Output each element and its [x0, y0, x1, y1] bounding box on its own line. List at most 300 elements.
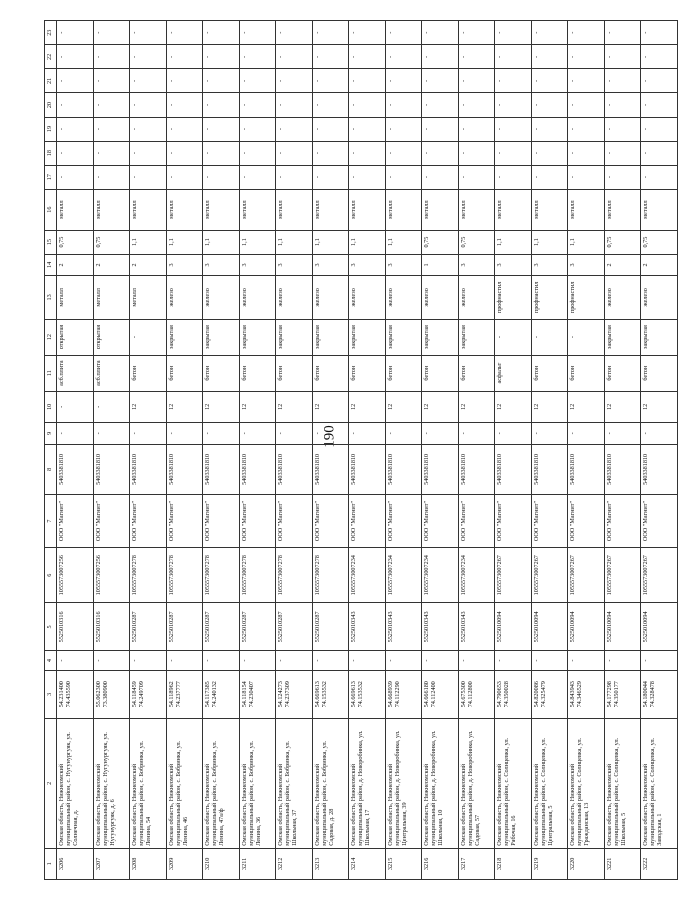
cell-c10: 12: [166, 391, 203, 422]
cell-c11: асб.плита: [57, 355, 94, 391]
cell-c20: -: [641, 93, 678, 117]
cell-c21: -: [641, 69, 678, 93]
cell-c17: -: [166, 165, 203, 189]
cell-c22: -: [641, 45, 678, 69]
cell-n: 3221: [604, 848, 641, 879]
cell-c19: -: [641, 117, 678, 141]
cell-c15: 0,75: [458, 230, 495, 254]
cell-ogrn: 1055573007267: [641, 548, 678, 603]
header-cell: 18: [45, 141, 57, 165]
cell-ogrn: 1055573007267: [531, 548, 568, 603]
table-row: [422, 21, 459, 880]
cell-inn: 5403381810: [531, 444, 568, 495]
cell-c15: 1,1: [203, 230, 240, 254]
cell-c9: -: [93, 422, 130, 444]
cell-c15: 1,1: [239, 230, 276, 254]
cell-c22: -: [57, 45, 94, 69]
cell-c9: -: [312, 422, 349, 444]
cell-c10: 12: [422, 391, 459, 422]
cell-c19: -: [604, 117, 641, 141]
cell-inn: 5403381810: [458, 444, 495, 495]
cell-c19: -: [349, 117, 386, 141]
cell-ogrn: 1055573007234: [422, 548, 459, 603]
cell-c17: -: [422, 165, 459, 189]
table-row: [312, 21, 349, 880]
header-cell: 13: [45, 276, 57, 319]
cell-c11: бетон: [349, 355, 386, 391]
cell-c20: -: [57, 93, 94, 117]
header-cell: 15: [45, 230, 57, 254]
cell-c15: 1,1: [568, 230, 605, 254]
cell-id: 5525010287: [203, 603, 240, 651]
header-cell: 8: [45, 444, 57, 495]
cell-ogrn: 1055573007267: [568, 548, 605, 603]
cell-inn: 5403381810: [604, 444, 641, 495]
header-cell: 4: [45, 651, 57, 670]
cell-inn: 5403381810: [203, 444, 240, 495]
cell-c18: -: [422, 141, 459, 165]
table-row: [604, 21, 641, 880]
cell-c17: -: [203, 165, 240, 189]
table-row: [568, 21, 605, 880]
cell-c13: металл: [130, 276, 167, 319]
cell-c21: -: [57, 69, 94, 93]
cell-c23: -: [385, 21, 422, 45]
cell-c22: -: [604, 45, 641, 69]
cell-c4: -: [495, 651, 532, 670]
cell-c14: 3: [458, 254, 495, 276]
cell-c4: -: [641, 651, 678, 670]
cell-c14: 3: [276, 254, 313, 276]
cell-c12: закрытая: [349, 319, 386, 355]
cell-c20: -: [385, 93, 422, 117]
cell-id: 5525010343: [385, 603, 422, 651]
cell-c22: -: [130, 45, 167, 69]
cell-coord: 54.118962 74.237777: [166, 670, 203, 718]
cell-c12: -: [130, 319, 167, 355]
cell-n: 3215: [385, 848, 422, 879]
cell-c17: -: [349, 165, 386, 189]
cell-c21: -: [130, 69, 167, 93]
cell-addr: Омская область, Нижнеомский муниципальный район, д. Новоробинка, ул. Центральная, 39: [385, 718, 422, 848]
cell-c13: профнастил: [495, 276, 532, 319]
cell-addr: Омская область, Нижнеомский муниципальный район, с. Солнцевка, ул. Гражданская, 13: [568, 718, 605, 848]
header-cell: 21: [45, 69, 57, 93]
cell-c9: -: [166, 422, 203, 444]
cell-c16: металл: [166, 189, 203, 230]
cell-c22: -: [422, 45, 459, 69]
cell-id: 5525010343: [349, 603, 386, 651]
cell-c13: железо: [349, 276, 386, 319]
cell-c22: -: [166, 45, 203, 69]
cell-c20: -: [604, 93, 641, 117]
cell-n: 3216: [422, 848, 459, 879]
cell-inn: 5403381810: [57, 444, 94, 495]
cell-c4: -: [239, 651, 276, 670]
cell-c18: -: [239, 141, 276, 165]
cell-c10: 12: [239, 391, 276, 422]
cell-c19: -: [495, 117, 532, 141]
header-cell: 22: [45, 45, 57, 69]
cell-c13: железо: [422, 276, 459, 319]
cell-c15: 1,1: [349, 230, 386, 254]
cell-c12: закрытая: [604, 319, 641, 355]
cell-id: 5525010287: [130, 603, 167, 651]
cell-c23: -: [57, 21, 94, 45]
cell-c22: -: [276, 45, 313, 69]
cell-inn: 5403381810: [385, 444, 422, 495]
cell-c19: -: [312, 117, 349, 141]
cell-addr: Омская область, Нижнеомский муниципальный район, д. Новоробинка, ул. Школьная, 10: [422, 718, 459, 848]
cell-c21: -: [312, 69, 349, 93]
cell-c12: закрытая: [422, 319, 459, 355]
cell-c12: закрытая: [203, 319, 240, 355]
cell-org: ООО "Магнит": [568, 495, 605, 548]
cell-inn: 5403381810: [495, 444, 532, 495]
cell-c17: -: [495, 165, 532, 189]
cell-c14: 2: [130, 254, 167, 276]
cell-c23: -: [568, 21, 605, 45]
cell-c11: бетон: [385, 355, 422, 391]
cell-c19: -: [166, 117, 203, 141]
cell-ogrn: 1055573007267: [495, 548, 532, 603]
cell-c12: закрытая: [641, 319, 678, 355]
cell-c19: -: [276, 117, 313, 141]
rotated-table-container: [44, 20, 663, 880]
cell-c13: железо: [166, 276, 203, 319]
cell-c10: 12: [568, 391, 605, 422]
cell-c17: -: [641, 165, 678, 189]
cell-c10: 12: [641, 391, 678, 422]
cell-c16: металл: [203, 189, 240, 230]
cell-inn: 5403381810: [239, 444, 276, 495]
cell-c17: -: [93, 165, 130, 189]
cell-c4: -: [568, 651, 605, 670]
cell-coord: 54.118459 74.249709: [130, 670, 167, 718]
header-cell: 16: [45, 189, 57, 230]
cell-c17: -: [531, 165, 568, 189]
cell-org: ООО "Магнит": [312, 495, 349, 548]
cell-c4: -: [531, 651, 568, 670]
cell-org: ООО "Магнит": [276, 495, 313, 548]
cell-c23: -: [531, 21, 568, 45]
table-body: [57, 21, 678, 880]
cell-c23: -: [239, 21, 276, 45]
cell-inn: 5403381810: [166, 444, 203, 495]
cell-addr: Омская область, Нижнеомский муниципальный район, с. Бобринка, ул. Ленина, 54: [130, 718, 167, 848]
cell-c14: 2: [93, 254, 130, 276]
cell-addr: Омская область, Нижнеомский муниципальный район, д. Новоробинка, ул. Садовая, 57: [458, 718, 495, 848]
cell-c18: -: [130, 141, 167, 165]
cell-c21: -: [531, 69, 568, 93]
cell-c9: -: [604, 422, 641, 444]
cell-c15: 0,75: [604, 230, 641, 254]
cell-c22: -: [203, 45, 240, 69]
table-row: [495, 21, 532, 880]
cell-c14: 3: [495, 254, 532, 276]
cell-c16: металл: [458, 189, 495, 230]
cell-c16: металл: [385, 189, 422, 230]
cell-c19: -: [568, 117, 605, 141]
cell-id: 5525010287: [166, 603, 203, 651]
cell-c9: -: [349, 422, 386, 444]
cell-c10: 12: [531, 391, 568, 422]
cell-c15: 1,1: [130, 230, 167, 254]
cell-c22: -: [568, 45, 605, 69]
cell-addr: Омская область, Нижнеомский муниципальный район, с. Бобринка, ул. Школьная, 37: [276, 718, 313, 848]
cell-c16: металл: [604, 189, 641, 230]
header-cell: 20: [45, 93, 57, 117]
cell-n: 3218: [495, 848, 532, 879]
cell-n: 3214: [349, 848, 386, 879]
header-cell: 11: [45, 355, 57, 391]
cell-c20: -: [495, 93, 532, 117]
cell-c22: -: [93, 45, 130, 69]
cell-c16: металл: [276, 189, 313, 230]
cell-c23: -: [641, 21, 678, 45]
cell-inn: 5403381810: [130, 444, 167, 495]
cell-c4: -: [349, 651, 386, 670]
header-cell: 10: [45, 391, 57, 422]
cell-c16: металл: [641, 189, 678, 230]
header-cell: 9: [45, 422, 57, 444]
cell-n: 3207: [93, 848, 130, 879]
cell-n: 3206: [57, 848, 94, 879]
cell-c10: 12: [130, 391, 167, 422]
cell-c19: -: [458, 117, 495, 141]
cell-n: 3219: [531, 848, 568, 879]
cell-c15: 1,1: [531, 230, 568, 254]
header-cell: 1: [45, 848, 57, 879]
cell-c14: 1: [422, 254, 459, 276]
cell-c4: -: [458, 651, 495, 670]
cell-c20: -: [312, 93, 349, 117]
cell-org: ООО "Магнит": [422, 495, 459, 548]
cell-ogrn: 1055573007278: [312, 548, 349, 603]
cell-addr: Омская область, Нижнеомский муниципальный район, с. Бобринка, ул. Ленина, 36: [239, 718, 276, 848]
cell-coord: 54.669613 74.153532: [312, 670, 349, 718]
cell-c12: закрытая: [385, 319, 422, 355]
cell-coord: 54.666180 74.112400: [422, 670, 459, 718]
table-row: [458, 21, 495, 880]
cell-c18: -: [93, 141, 130, 165]
cell-c9: -: [458, 422, 495, 444]
cell-c11: бетон: [203, 355, 240, 391]
cell-c15: 1,1: [495, 230, 532, 254]
cell-coord: 54.790653 74.350028: [495, 670, 532, 718]
cell-c13: профнастил: [531, 276, 568, 319]
table-row: [349, 21, 386, 880]
header-cell: 2: [45, 718, 57, 848]
cell-ogrn: 1055573007256: [57, 548, 94, 603]
cell-c14: 3: [203, 254, 240, 276]
cell-org: ООО "Магнит": [166, 495, 203, 548]
cell-c21: -: [166, 69, 203, 93]
cell-c4: -: [385, 651, 422, 670]
cell-c11: бетон: [276, 355, 313, 391]
cell-n: 3213: [312, 848, 349, 879]
cell-c18: -: [568, 141, 605, 165]
cell-ogrn: 1055573007256: [93, 548, 130, 603]
cell-c19: -: [239, 117, 276, 141]
cell-c15: 0,75: [57, 230, 94, 254]
cell-addr: Омская область, Нижнеомский муниципальный район, с. Солнцевка, ул. Школьная, 5: [604, 718, 641, 848]
cell-c12: -: [531, 319, 568, 355]
cell-org: ООО "Магнит": [130, 495, 167, 548]
cell-c22: -: [385, 45, 422, 69]
cell-c16: металл: [495, 189, 532, 230]
cell-org: ООО "Магнит": [458, 495, 495, 548]
cell-coord: 54.843943 74.346529: [568, 670, 605, 718]
cell-c11: бетон: [531, 355, 568, 391]
cell-c4: -: [604, 651, 641, 670]
cell-c21: -: [203, 69, 240, 93]
cell-addr: Омская область, Нижнеомский муниципальный район, с. Нугунургуяк, ул. Нугунургуяк, д. 6: [93, 718, 130, 848]
cell-id: 5525010094: [604, 603, 641, 651]
cell-c12: закрытая: [166, 319, 203, 355]
cell-c19: -: [203, 117, 240, 141]
cell-id: 5525010094: [641, 603, 678, 651]
cell-n: 3212: [276, 848, 313, 879]
cell-inn: 5403381810: [641, 444, 678, 495]
cell-c18: -: [57, 141, 94, 165]
cell-c9: -: [531, 422, 568, 444]
cell-c16: металл: [568, 189, 605, 230]
cell-c15: 1,1: [166, 230, 203, 254]
cell-c23: -: [422, 21, 459, 45]
cell-c21: -: [604, 69, 641, 93]
cell-c17: -: [239, 165, 276, 189]
cell-c14: 3: [312, 254, 349, 276]
cell-c9: -: [495, 422, 532, 444]
cell-c14: 3: [385, 254, 422, 276]
cell-c17: -: [458, 165, 495, 189]
cell-c18: -: [385, 141, 422, 165]
cell-inn: 5403381810: [276, 444, 313, 495]
table-row: [166, 21, 203, 880]
cell-c18: -: [349, 141, 386, 165]
cell-id: 5525010287: [239, 603, 276, 651]
table-row: [93, 21, 130, 880]
cell-addr: Омская область, Нижнеомский муниципальный район, с. Бобринка, ул. Ленина, 47a/ф: [203, 718, 240, 848]
cell-c9: -: [422, 422, 459, 444]
header-cell: 6: [45, 548, 57, 603]
cell-c12: открытая: [93, 319, 130, 355]
cell-c10: 12: [604, 391, 641, 422]
cell-c18: -: [495, 141, 532, 165]
cell-c14: 2: [57, 254, 94, 276]
cell-n: 3222: [641, 848, 678, 879]
cell-c20: -: [422, 93, 459, 117]
cell-ogrn: 1055573007278: [276, 548, 313, 603]
cell-c11: бетон: [239, 355, 276, 391]
cell-inn: 5403381810: [349, 444, 386, 495]
cell-c10: 12: [203, 391, 240, 422]
cell-c12: закрытая: [276, 319, 313, 355]
cell-c21: -: [458, 69, 495, 93]
cell-c11: бетон: [458, 355, 495, 391]
cell-coord: 54.231400 74.435590: [57, 670, 94, 718]
cell-c23: -: [349, 21, 386, 45]
cell-c23: -: [166, 21, 203, 45]
cell-c13: железо: [385, 276, 422, 319]
cell-c10: 12: [385, 391, 422, 422]
cell-c17: -: [312, 165, 349, 189]
cell-c23: -: [130, 21, 167, 45]
cell-c13: железо: [312, 276, 349, 319]
cell-c4: -: [166, 651, 203, 670]
cell-c16: металл: [239, 189, 276, 230]
cell-c21: -: [276, 69, 313, 93]
cell-c23: -: [458, 21, 495, 45]
cell-c19: -: [93, 117, 130, 141]
table-row: [641, 21, 678, 880]
header-cell: 14: [45, 254, 57, 276]
cell-c9: -: [130, 422, 167, 444]
cell-c13: железо: [276, 276, 313, 319]
table-row: [276, 21, 313, 880]
cell-id: 5525010287: [312, 603, 349, 651]
cell-id: 5525010316: [93, 603, 130, 651]
cell-c21: -: [385, 69, 422, 93]
cell-org: ООО "Магнит": [641, 495, 678, 548]
cell-c9: -: [276, 422, 313, 444]
cell-c17: -: [568, 165, 605, 189]
cell-c12: -: [495, 319, 532, 355]
cell-coord: 54.669613 74.153532: [349, 670, 386, 718]
cell-c9: -: [641, 422, 678, 444]
header-cell: 23: [45, 21, 57, 45]
cell-c23: -: [93, 21, 130, 45]
cell-c10: 12: [276, 391, 313, 422]
cell-c22: -: [239, 45, 276, 69]
cell-c10: -: [57, 391, 94, 422]
cell-c23: -: [495, 21, 532, 45]
cell-id: 5525010094: [568, 603, 605, 651]
cell-c13: железо: [604, 276, 641, 319]
cell-c4: -: [203, 651, 240, 670]
cell-c9: -: [239, 422, 276, 444]
table-row: [385, 21, 422, 880]
cell-c14: 3: [568, 254, 605, 276]
cell-id: 5525010287: [276, 603, 313, 651]
cell-org: ООО "Магнит": [93, 495, 130, 548]
cell-c18: -: [312, 141, 349, 165]
cell-c20: -: [239, 93, 276, 117]
cell-c12: закрытая: [458, 319, 495, 355]
cell-c11: асб.плита: [93, 355, 130, 391]
cell-c10: -: [93, 391, 130, 422]
cell-c10: 12: [349, 391, 386, 422]
cell-ogrn: 1055573007278: [130, 548, 167, 603]
cell-org: ООО "Магнит": [349, 495, 386, 548]
cell-c15: 1,1: [385, 230, 422, 254]
cell-n: 3208: [130, 848, 167, 879]
cell-c4: -: [93, 651, 130, 670]
header-cell: 5: [45, 603, 57, 651]
table-row: [203, 21, 240, 880]
cell-ogrn: 1055573007234: [458, 548, 495, 603]
cell-c16: металл: [93, 189, 130, 230]
cell-c14: 2: [604, 254, 641, 276]
cell-c22: -: [349, 45, 386, 69]
page-number: 190: [321, 425, 338, 448]
cell-c22: -: [495, 45, 532, 69]
cell-c21: -: [495, 69, 532, 93]
cell-c19: -: [531, 117, 568, 141]
cell-org: ООО "Магнит": [239, 495, 276, 548]
cell-c20: -: [349, 93, 386, 117]
